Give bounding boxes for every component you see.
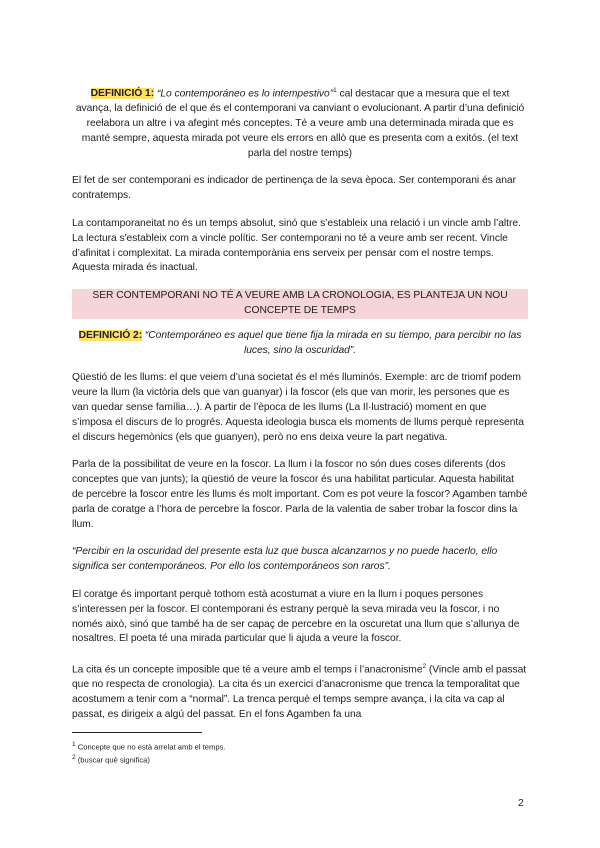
paragraph-6-after: (Vincle amb el passat que no respecta de cronologia). La cita és un exercici d’anacronisme que trenca la temporalitat que acostumem a tenir com a “normal”. La trenca perquè el temps sempre avança, i la cita va cap al passat, es dirigeix a algú del passat. En el fons Agamben fa una [72, 664, 527, 720]
footnote-2-text: (buscar què significa) [75, 755, 150, 765]
page-number: 2 [518, 797, 524, 809]
paragraph-6 [72, 660, 528, 723]
footnote-2 [72, 752, 528, 766]
definition-2-quote: “Contemporáneo es aquel que tiene fija la mirada en su tiempo, para percibir no las luces, sino la oscuridad”. [142, 329, 522, 356]
footnote-ref-1: 1 [333, 87, 337, 94]
page-content [72, 84, 528, 766]
definition-1-quote: “Lo contemporáneo es lo intempestivo” [156, 88, 334, 100]
paragraph-5: El coratge és important perquè tothom està acostumat a viure en la llum i poques persones s’interessen per la foscor. El contemporani és estrany perquè la seva mirada veu la foscor, i no només això, sinó que també ha de ser capaç de percebre en la oscuretat una llum que s’allunya de nosaltres. El poeta té una mirada particular que li ajuda a veure la foscor. [72, 588, 520, 645]
footnote-1-text: Concepte que no està arrelat amb el temps. [75, 742, 226, 752]
paragraph-2: La contamporaneitat no és un temps absolut, sinó que s’estableix una relació i un vincle amb l’altre. La lectura s'estableix com a vincle polític. Ser contemporani no té a veure amb ser recent. Vincle d’afinitat i complexitat. La mirada contemporània ens serveix per pensar com el nostre temps. Aquesta mirada és inactual. [72, 218, 521, 274]
paragraph-1: El fet de ser contemporani es indicador de pertinença de la seva època. Ser contemporani és anar contratemps. [72, 175, 516, 202]
footnote-2-number: 2 [72, 754, 76, 762]
footnote-separator [72, 732, 202, 733]
definition-2-label: DEFINICIÓ 2: [78, 329, 143, 341]
footnote-1-number: 1 [72, 740, 76, 748]
footnote-ref-2: 2 [422, 663, 427, 671]
quote-block: “Percibir en la oscuridad del presente esta luz que busca alcanzarnos y no puede hacerlo, ello significa ser contemporáneos. Por ello los contemporáneos son raros”. [72, 546, 498, 573]
definition-2-paragraph [72, 329, 528, 359]
section-heading: SER CONTEMPORANI NO TÉ A VEURE AMB LA CRONOLOGIA, ES PLANTEJA UN NOU CONCEPTE DE TEMPS [72, 289, 528, 319]
paragraph-6-before: La cita és un concepte imposible que té a veure amb el temps i l’anacronisme [72, 664, 423, 676]
paragraph-4: Parla de la possibilitat de veure en la foscor. La llum i la foscor no són dues coses diferents (dos conceptes que van junts); la qüestió de veure la foscor és una habilitat particular. Aquesta habilitat de percebre la foscor entre les llums és molt important. Com es pot veure la foscor? Agamben també parla de coratge a l’hora de percebre la foscor. Parla de la valentia de saber trobar la foscor dins la llum. [72, 459, 528, 530]
footnote-1 [72, 739, 528, 753]
paragraph-3: Qüestió de les llums: el que veiem d’una societat és el més lluminós. Exemple: arc de triomf podem veure la llum (la victòria dels que van guanyar) i la foscor (els que van morir, les persones que es van quedar sense família…). A partir de l’època de les llums (La Il·lustració) moment en que s’imposa el discurs de lo progrés. Aquesta ideologia busca els moments de llums perquè representa el discurs hegemònics (els que guanyen), però no ens deixa veure la part negativa. [72, 372, 524, 443]
definition-1-paragraph [72, 84, 528, 161]
definition-1-label: DEFINICIÓ 1: [90, 88, 155, 100]
definition-1-text: cal destacar que a mesura que el text avança, la definició de el que és el contemporani va canviant o evolucionant. A partir d’una definició reelabora un altre i va afegint més conceptes. Té a veure amb una determinada mirada que es manté sempre, aquesta mirada pot veure els errors en allò que es presenta com a exitós. (el text parla del nostre temps) [75, 88, 525, 159]
